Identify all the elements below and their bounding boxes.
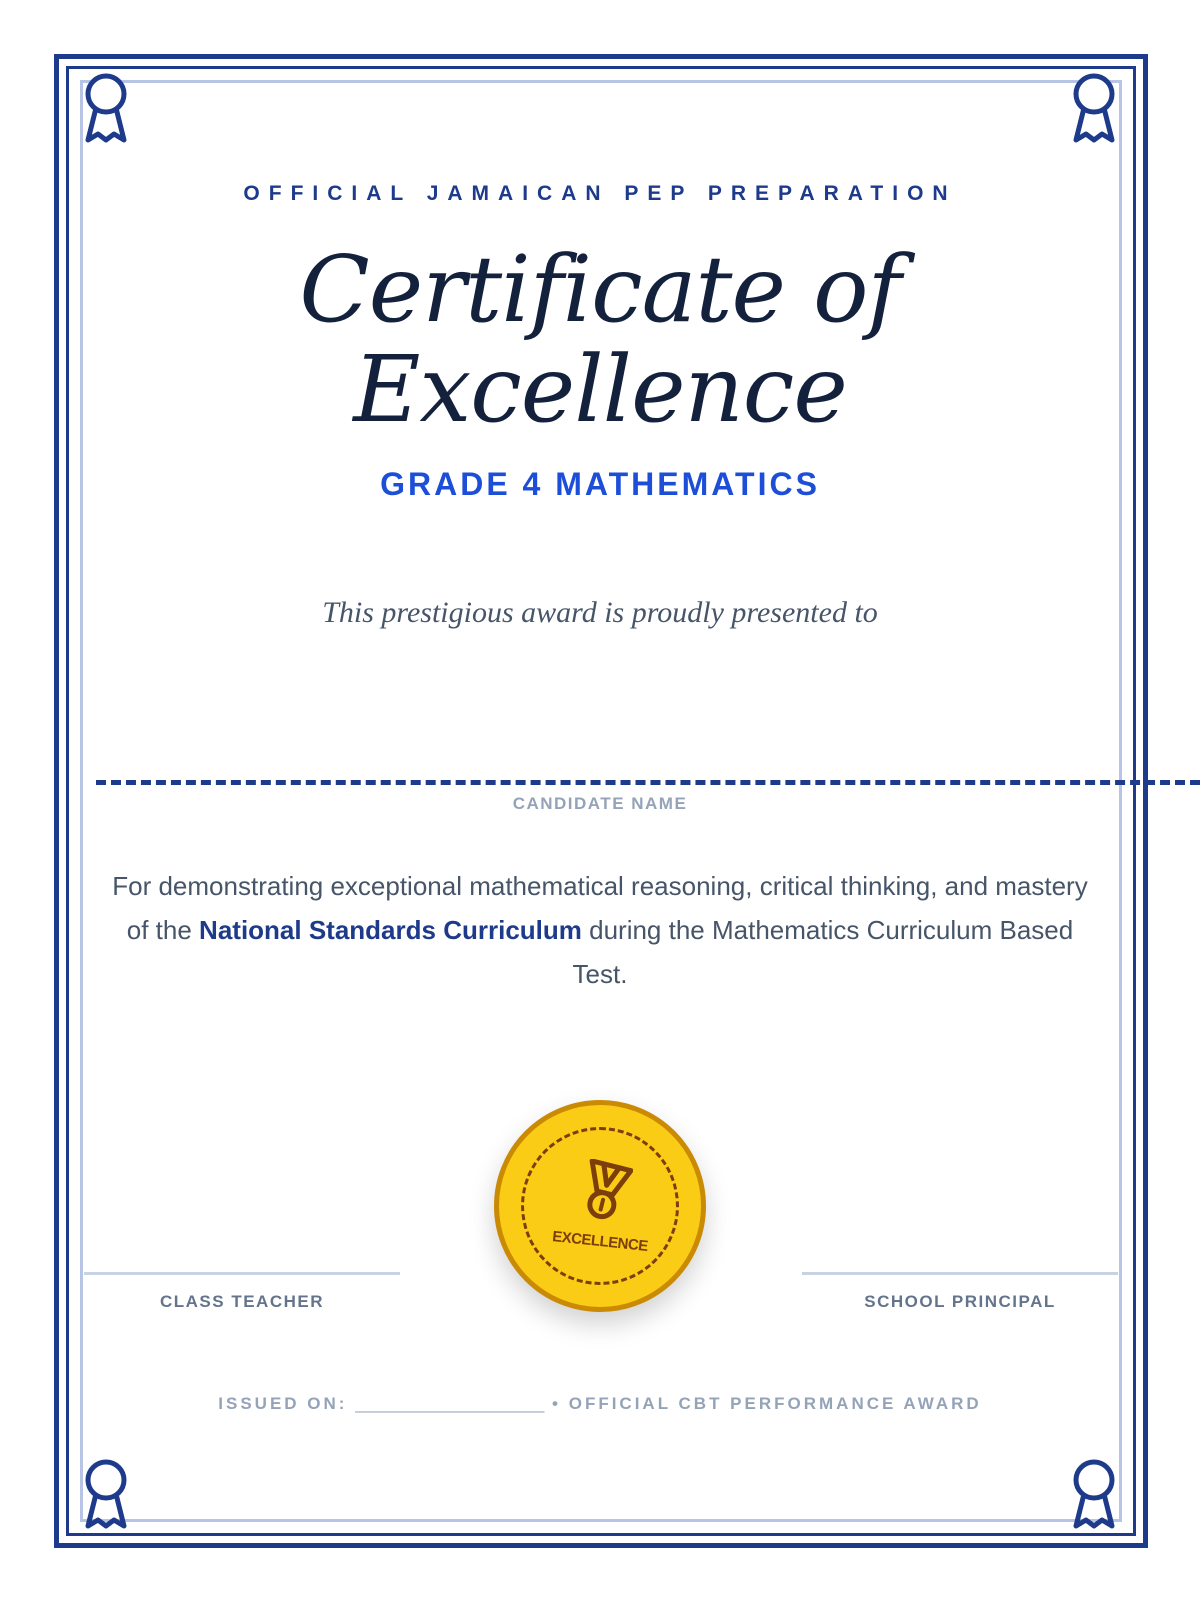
issued-on-label: ISSUED ON:	[218, 1394, 348, 1413]
class-teacher-label: CLASS TEACHER	[159, 1292, 324, 1311]
body-text-highlight: National Standards Curriculum	[199, 915, 582, 945]
excellence-seal	[494, 1100, 706, 1312]
body-text-before: For demonstrating exceptional mathematical reasoning, critical thinking, and mastery of the	[112, 871, 1088, 945]
certificate-body-text	[110, 864, 1090, 996]
award-ribbon-icon	[1070, 1456, 1118, 1532]
award-type-text: OFFICIAL CBT PERFORMANCE AWARD	[568, 1394, 982, 1413]
class-teacher-signature-line	[84, 1272, 400, 1275]
presented-to-text: This prestigious award is proudly presented to	[322, 596, 878, 629]
title-line-2: Excellence	[353, 336, 847, 443]
body-text-after: during the Mathematics Curriculum Based Test.	[572, 915, 1074, 989]
seal-text: EXCELLENCE	[551, 1228, 649, 1255]
issued-on-blank: ____________________	[355, 1394, 545, 1413]
school-principal-signature-line	[802, 1272, 1118, 1275]
certificate-preheader: OFFICIAL JAMAICAN PEP PREPARATION	[243, 182, 957, 205]
award-ribbon-icon	[82, 70, 130, 146]
candidate-name-line	[96, 780, 1200, 785]
school-principal-label: SCHOOL PRINCIPAL	[864, 1292, 1056, 1311]
award-ribbon-icon	[82, 1456, 130, 1532]
certificate-title	[0, 236, 1200, 443]
award-ribbon-icon	[1070, 70, 1118, 146]
certificate-subtitle: GRADE 4 MATHEMATICS	[380, 466, 820, 502]
medal-icon	[577, 1159, 633, 1225]
title-line-1: Certificate of	[299, 236, 901, 343]
candidate-name-label: CANDIDATE NAME	[512, 794, 688, 813]
footer-separator: •	[552, 1394, 561, 1413]
certificate-footer	[0, 1394, 1200, 1414]
